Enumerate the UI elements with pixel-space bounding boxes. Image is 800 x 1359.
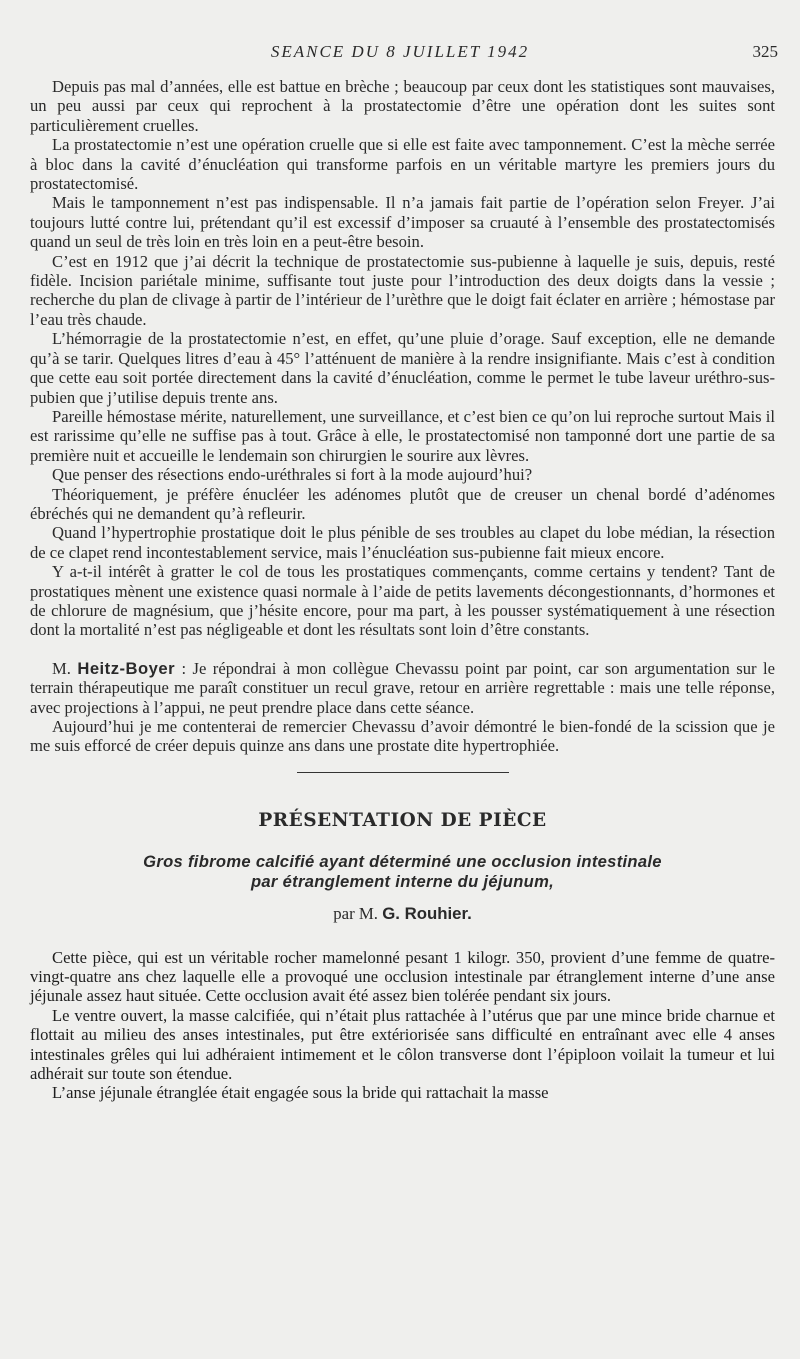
paragraph: La prostatectomie n’est une opération cruelle que si elle est faite avec tamponnement. C’est la mèche serrée à bloc dans la cavité d’énucléation qui transforme parfois en un véritable martyre les premiers jours du prostatectomisé. [30, 135, 775, 194]
article-title [30, 852, 775, 892]
article-body [30, 948, 775, 1103]
paragraph: Cette pièce, qui est un véritable rocher mamelonné pesant 1 kilogr. 350, provient d’une femme de quatre-vingt-quatre ans chez laquelle elle a provoqué une occlusion intestinale par étranglement interne d’une anse jéjunale assez haut située. Cette occlusion avait été assez bien tolérée pendant six jours. [30, 947, 775, 1006]
page-number: 325 [752, 42, 778, 61]
paragraph: Le ventre ouvert, la masse calcifiée, qui n’était plus rattachée à l’utérus que par une mince bride charnue et flottait au milieu des anses intestinales, put être extériorisée sans difficulté en entraînant avec elle 4 anses intestinales grêles qui lui adhéraient intimement et le côlon transverse dont l’épiploon voilait la tumeur et lui adhérait sur toute son étendue. [30, 1005, 775, 1084]
page-header [0, 40, 800, 64]
reply-text: : Je répondrai à mon collègue Chevassu point par point, car son argumentation sur le terrain thérapeutique me paraît constituer un recul grave, retour en arrière regrettable : mais une telle réponse, avec projections à l’appui, ne peut prendre place dans cette séance. [30, 658, 775, 717]
paragraph: Pareille hémostase mérite, naturellement, une surveillance, et c’est bien ce qu’on lui reproche surtout Mais il est rarissime qu’elle ne suffise pas à tout. Grâce à elle, le prostatectomisé non tamponné dort une partie de sa première nuit et accueille le lendemain son chirurgien le sourire aux lèvres. [30, 406, 775, 465]
body-text [30, 77, 775, 1103]
paragraph: L’hémorragie de la prostatectomie n’est, en effet, qu’une pluie d’orage. Sauf exception, elle ne demande qu’à se tarir. Quelques litres d’eau à 45° l’atténuent de manière à la rendre insignifiante. Mais c’est à condition que cette eau soit portée directement dans la cavité d’énucléation, comme le permet le tube laveur uréthro-sus-pubien que j’utilise depuis trente ans. [30, 329, 775, 407]
byline [30, 904, 775, 923]
paragraph: Quand l’hypertrophie prostatique doit le plus pénible de ses troubles au clapet du lobe médian, la résection de ce clapet rend incontestablement service, mais l’énucléation sus-pubienne fait mieux encore. [30, 523, 775, 562]
section-divider [297, 772, 509, 773]
article-title-line: par étranglement interne du jéjunum, [250, 872, 555, 892]
reply-paragraph [30, 659, 775, 717]
byline-prefix: par M. [333, 904, 379, 924]
byline-author: G. Rouhier. [382, 904, 472, 924]
paragraph: Théoriquement, je préfère énucléer les adénomes plutôt que de creuser un chenal bordé d’adénomes ébréchés qui ne demandent qu’à refleurir. [30, 484, 775, 523]
running-head: SEANCE DU 8 JUILLET 1942 [270, 42, 530, 61]
section-heading: PRÉSENTATION DE PIÈCE [258, 809, 547, 831]
paragraph: Mais le tamponnement n’est pas indispensable. Il n’a jamais fait partie de l’opération selon Freyer. J’ai toujours lutté contre lui, prétendant qu’il est excessif d’imposer sa cruauté à l’ensemble des prostatectomisés quand un seul de très loin en très loin en a peut-être besoin. [30, 193, 775, 252]
speaker-name: Heitz-Boyer [77, 658, 176, 678]
speaker-prefix: M. [52, 658, 71, 678]
paragraph: Que penser des résections endo-uréthrales si fort à la mode aujourd’hui? [52, 465, 533, 485]
paragraph: L’anse jéjunale étranglée était engagée sous la bride qui rattachait la masse [52, 1083, 549, 1103]
reply-paragraph-second: Aujourd’hui je me contenterai de remercier Chevassu d’avoir démontré le bien-fondé de la scission que je me suis efforcé de créer depuis quinze ans dans une prostate dite hypertrophiée. [30, 717, 775, 756]
paragraph: C’est en 1912 que j’ai décrit la technique de prostatectomie sus-pubienne à laquelle je suis, depuis, resté fidèle. Incision pariétale minime, suffisante tout juste pour l’introduction des deux doigts dans la vessie ; recherche du plan de clivage à partir de l’intérieur de l’urèthre que le doigt fait éclater en arrière ; hémostase par l’eau très chaude. [30, 251, 775, 329]
paragraph: Y a-t-il intérêt à gratter le col de tous les prostatiques commençants, comme certains y tendent? Tant de prostatiques mènent une existence quasi normale à l’aide de petits lavements décongestionnants, d’hormones et de chlorure de magnésium, que j’hésite encore, pour ma part, à les pousser systématiquement à une résection dont la mortalité n’est pas négligeable et dont les résultats sont loin d’être constants. [30, 562, 775, 640]
paragraph: Depuis pas mal d’années, elle est battue en brèche ; beaucoup par ceux dont les statistiques sont mauvaises, un peu aussi par ceux qui reprochent à la prostatectomie d’être une opération dont les suites sont particulièrement cruelles. [30, 77, 775, 135]
article-title-line: Gros fibrome calcifié ayant déterminé une occlusion intestinale [143, 852, 662, 872]
